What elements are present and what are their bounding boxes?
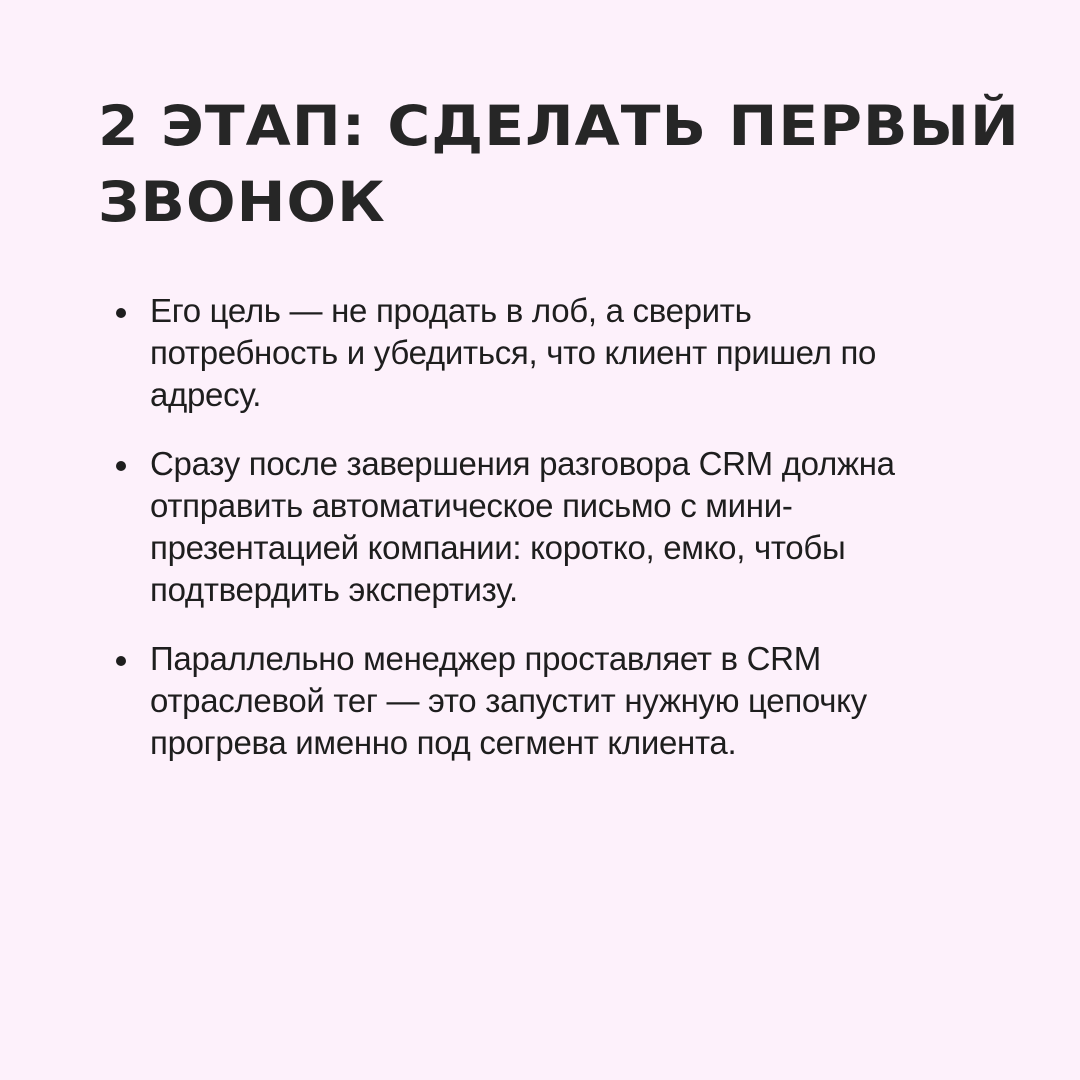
- bullet-dot-icon: [116, 308, 126, 318]
- bullet-dot-icon: [116, 461, 126, 471]
- bullet-text: [150, 290, 958, 416]
- bullet-text-line: отраслевой тег — это запустит нужную цепочку: [150, 682, 867, 719]
- bullet-dot-icon: [116, 656, 126, 666]
- bullet-text-line: потребность и убедиться, что клиент пришел по: [150, 334, 877, 371]
- bullet-text-line: отправить автоматическое письмо с мини-: [150, 487, 793, 524]
- slide-title-line-1: 2 ЭТАП: СДЕЛАТЬ ПЕРВЫЙ: [98, 94, 1020, 158]
- bullet-item-1: [98, 290, 958, 416]
- slide-title-line-2: ЗВОНОК: [98, 170, 386, 234]
- bullet-text: [150, 443, 958, 611]
- bullet-text-line: презентацией компании: коротко, емко, чтобы: [150, 529, 846, 566]
- bullet-text-line: Его цель — не продать в лоб, а сверить: [150, 292, 752, 329]
- bullet-text: [150, 638, 958, 764]
- bullet-text-line: адресу.: [150, 376, 262, 413]
- bullet-item-2: [98, 443, 958, 611]
- bullet-item-3: [98, 638, 958, 764]
- bullet-text-line: подтвердить экспертизу.: [150, 571, 518, 608]
- bullet-text-line: Параллельно менеджер проставляет в CRM: [150, 640, 821, 677]
- bullet-text-line: Сразу после завершения разговора CRM должна: [150, 445, 895, 482]
- slide-title: [98, 88, 1020, 240]
- bullet-text-line: прогрева именно под сегмент клиента.: [150, 724, 737, 761]
- bullet-list: [98, 290, 958, 764]
